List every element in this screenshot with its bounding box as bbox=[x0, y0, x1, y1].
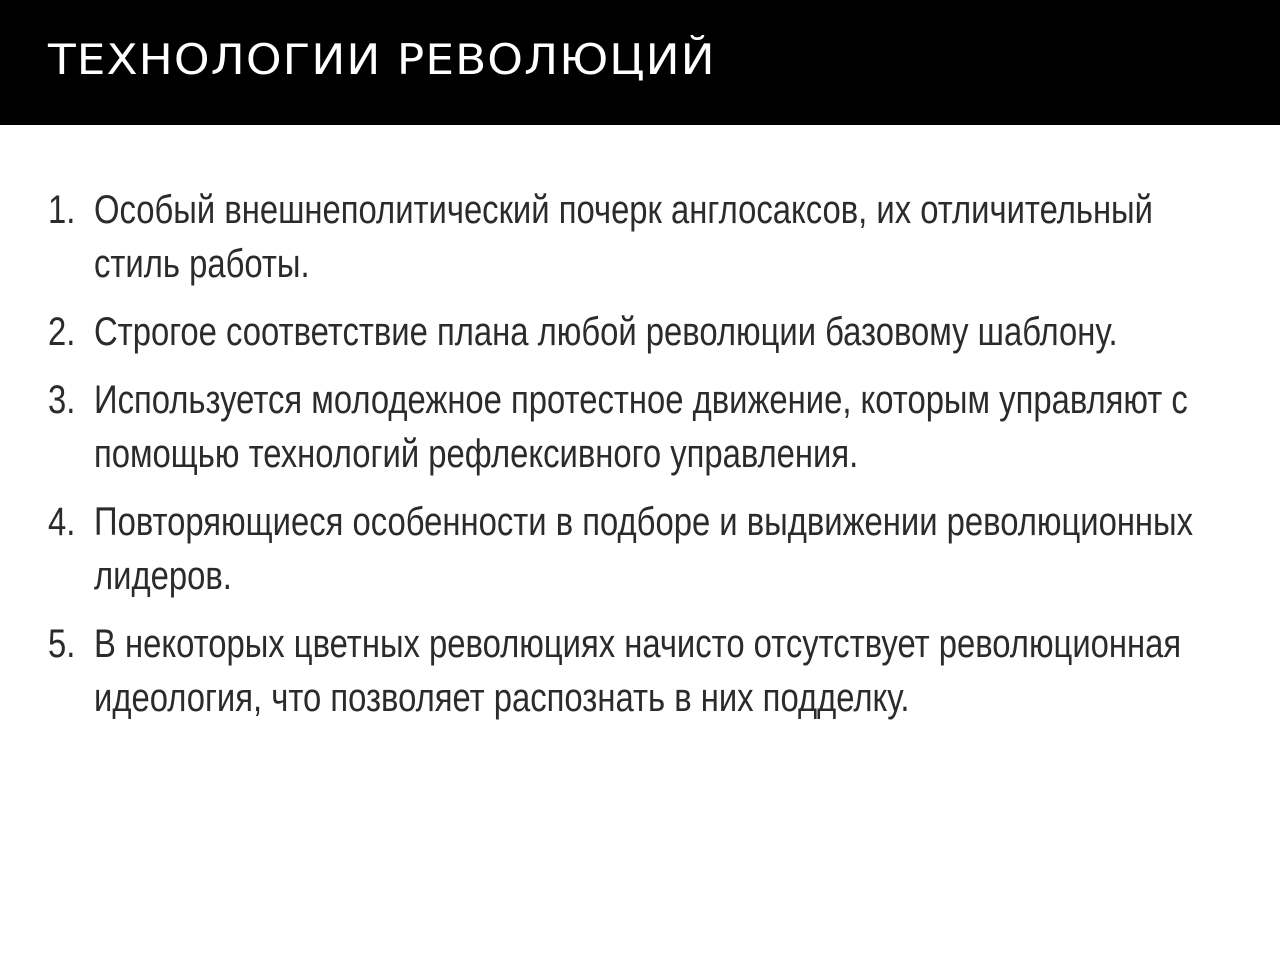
header-bar bbox=[0, 0, 1280, 125]
content-list bbox=[48, 183, 1238, 739]
list-item bbox=[48, 373, 1238, 481]
slide-title: ТЕХНОЛОГИИ РЕВОЛЮЦИЙ bbox=[48, 35, 716, 84]
item-number: 4. bbox=[48, 500, 76, 544]
item-number: 1. bbox=[48, 188, 76, 232]
list-item bbox=[48, 305, 1238, 359]
item-number: 5. bbox=[48, 622, 76, 666]
item-number: 3. bbox=[48, 378, 76, 422]
item-text: Строгое соответствие плана любой революции базовому шаблону. bbox=[94, 310, 1118, 354]
list-item bbox=[48, 495, 1238, 603]
list-item bbox=[48, 183, 1238, 291]
list-item bbox=[48, 617, 1238, 725]
item-text: Повторяющиеся особенности в подборе и выдвижении революционных лидеров. bbox=[94, 500, 1194, 598]
item-text: Используется молодежное протестное движение, которым управляют с помощью технологий рефлексивного управления. bbox=[94, 378, 1188, 476]
item-number: 2. bbox=[48, 310, 76, 354]
item-text: Особый внешнеполитический почерк англосаксов, их отличительный стиль работы. bbox=[94, 188, 1153, 286]
item-text: В некоторых цветных революциях начисто отсутствует революционная идеология, что позволяет распознать в них подделку. bbox=[94, 622, 1182, 720]
